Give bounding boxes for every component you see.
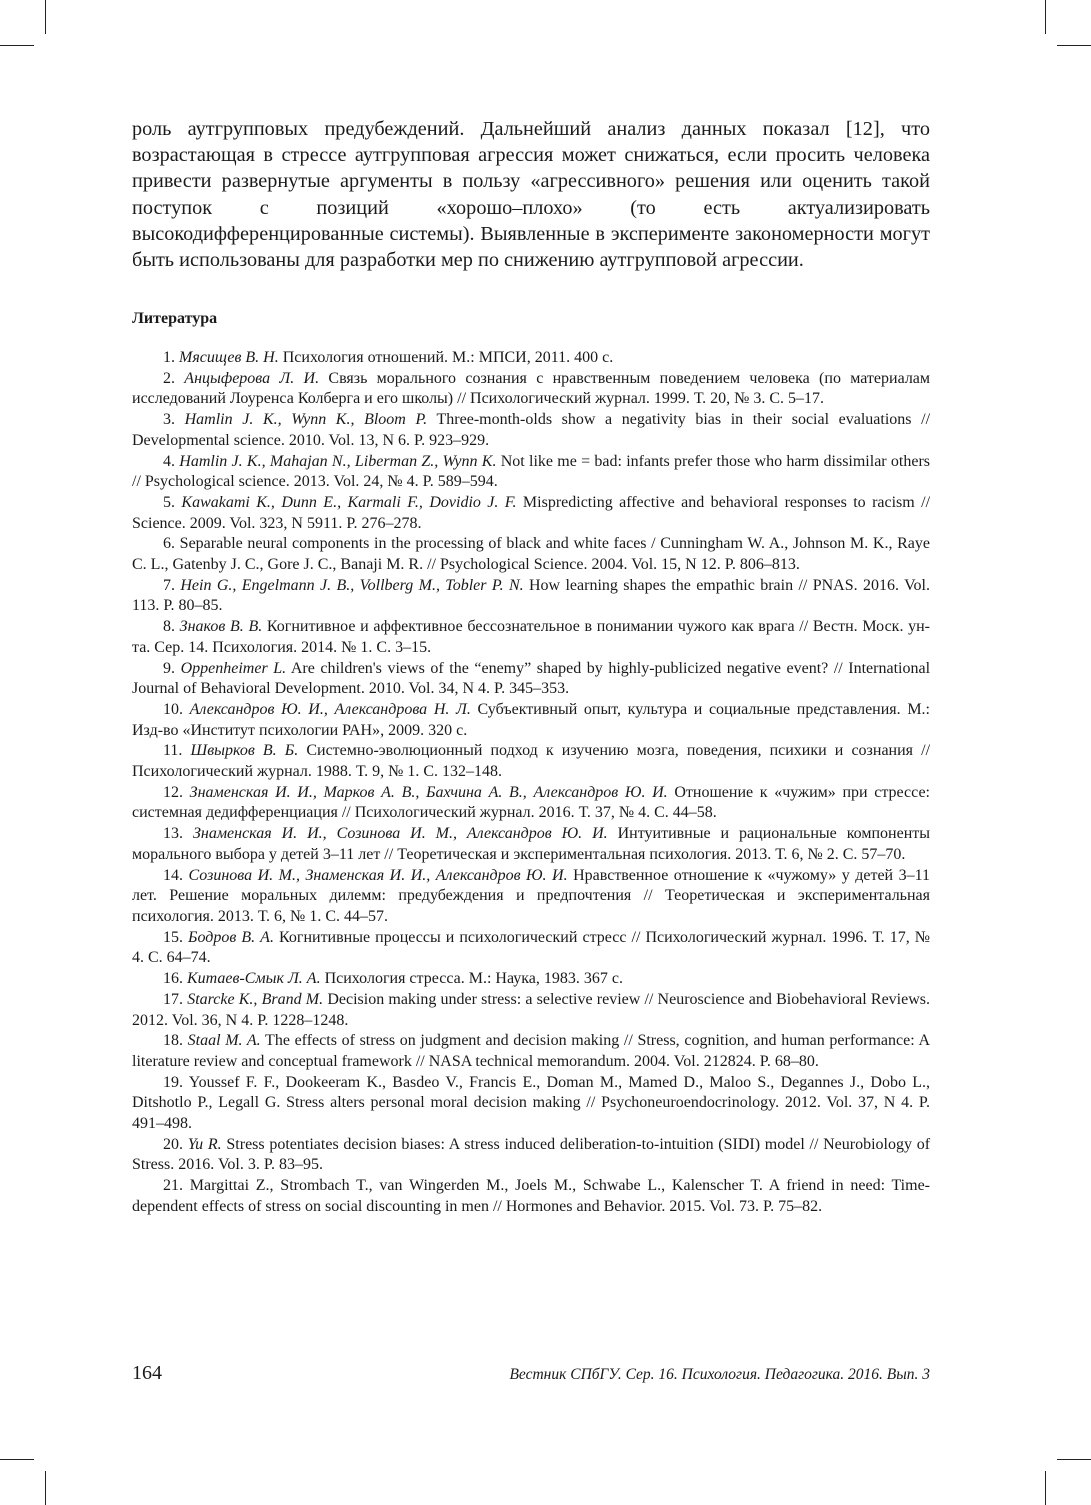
reference-number: 7. bbox=[163, 576, 175, 594]
running-footer: Вестник СПбГУ. Сер. 16. Психология. Педагогика. 2016. Вып. 3 bbox=[509, 1366, 930, 1383]
reference-number: 4. bbox=[163, 452, 175, 470]
reference-authors: Знаменская И. И., Марков А. В., Бахчина А. В., Александров Ю. И. bbox=[189, 783, 668, 801]
reference-authors: Мясищев В. Н. bbox=[179, 349, 279, 366]
reference-number: 18. bbox=[163, 1032, 183, 1050]
reference-number: 13. bbox=[163, 825, 183, 843]
reference-authors: Александров Ю. И., Александрова Н. Л. bbox=[189, 700, 471, 718]
reference-authors: Знаков В. В. bbox=[179, 618, 263, 636]
reference-authors: Hamlin J. K., Mahajan N., Liberman Z., Wynn K. bbox=[179, 452, 497, 470]
reference-authors: Китаев-Смык Л. А. bbox=[187, 970, 321, 988]
reference-text: Not like me = bad: infants prefer those who harm dissimilar others // Psychological science. 2013. Vol. 24, № 4. P. 589–594. bbox=[132, 452, 931, 491]
reference-authors: Oppenheimer L. bbox=[180, 659, 287, 677]
body-paragraph: роль аутгрупповых предубеждений. Дальнейший анализ данных показал [12], что возрастающая в стрессе аутгрупповая агрессия может снижаться, если просить человека привести развернутые аргументы в пользу «агрессивного» решения или оценить такой поступок с позиций «хорошо–плохо» (то есть актуализировать высокодифференцированные системы). Выявленные в эксперименте закономерности могут быть использованы для разработки мер по снижению аутгрупповой агрессии. bbox=[132, 118, 930, 272]
reference-text: Когнитивные процессы и психологический стресс // Психологический журнал. 1996. Т. 17, № 4. С. 64–74. bbox=[132, 928, 931, 967]
reference-item bbox=[132, 576, 930, 617]
crop-mark bbox=[45, 1471, 46, 1505]
crop-mark bbox=[1045, 1471, 1046, 1505]
reference-authors: Staal M. A. bbox=[187, 1032, 261, 1050]
reference-number: 20. bbox=[163, 1135, 183, 1153]
reference-text: Mispredicting affective and behavioral responses to racism // Science. 2009. Vol. 323, N 5911. P. 276–278. bbox=[132, 493, 931, 532]
reference-authors: Yu R. bbox=[187, 1135, 222, 1153]
reference-text: Three-month-olds show a negativity bias in their social evaluations // Developmental science. 2010. Vol. 13, N 6. P. 923–929. bbox=[132, 411, 931, 449]
reference-number: 19. bbox=[163, 1073, 183, 1091]
reference-item bbox=[132, 534, 930, 575]
crop-mark bbox=[1057, 45, 1091, 46]
crop-mark bbox=[0, 45, 34, 46]
reference-number: 14. bbox=[163, 866, 183, 884]
reference-item bbox=[132, 1135, 930, 1176]
reference-authors: Созинова И. М., Знаменская И. И., Александров Ю. И. bbox=[188, 866, 568, 884]
reference-text: Интуитивные и рациональные компоненты морального выбора у детей 3–11 лет // Теоретическая и экспериментальная психология. 2013. Т. 6, № 2. С. 57–70. bbox=[132, 825, 931, 863]
reference-text: Субъективный опыт, культура и социальные представления. М.: Изд-во «Институт психологии РАН», 2009. 320 с. bbox=[132, 700, 930, 739]
reference-number: 8. bbox=[163, 618, 175, 636]
reference-number: 21. bbox=[163, 1177, 183, 1195]
reference-text: Are children's views of the “enemy” shaped by highly-publicized negative event? // International Journal of Behavioral Development. 2010. Vol. 34, N 4. P. 345–353. bbox=[132, 659, 931, 698]
reference-item bbox=[132, 1176, 930, 1217]
reference-number: 6. bbox=[163, 535, 175, 553]
reference-text: Психология отношений. М.: МПСИ, 2011. 400 с. bbox=[282, 349, 614, 366]
reference-authors: Hein G., Engelmann J. B., Vollberg M., Tobler P. N. bbox=[180, 576, 524, 594]
reference-number: 3. bbox=[163, 411, 175, 429]
reference-item bbox=[132, 928, 930, 969]
reference-number: 11. bbox=[163, 742, 183, 760]
reference-number: 17. bbox=[163, 990, 183, 1008]
reference-number: 5. bbox=[163, 493, 175, 511]
reference-text: Decision making under stress: a selective review // Neuroscience and Biobehavioral Reviews. 2012. Vol. 36, N 4. P. 1228–1248. bbox=[132, 990, 931, 1029]
reference-number: 15. bbox=[163, 928, 183, 946]
reference-item bbox=[132, 700, 930, 741]
reference-authors: Hamlin J. K., Wynn K., Bloom P. bbox=[184, 411, 428, 429]
reference-authors: Анцыферова Л. И. bbox=[184, 369, 320, 387]
reference-text: Отношение к «чужим» при стрессе: системная дедифференциация // Психологический журнал. 2016. Т. 37, № 4. С. 44–58. bbox=[132, 783, 930, 822]
reference-text: Системно-эволюционный подход к изучению мозга, поведения, психики и сознания // Психологический журнал. 1988. Т. 9, № 1. С. 132–148. bbox=[132, 742, 931, 781]
crop-mark bbox=[1057, 1459, 1091, 1460]
reference-item bbox=[132, 824, 930, 865]
reference-number: 9. bbox=[163, 659, 175, 677]
reference-authors: Kawakami K., Dunn E., Karmali F., Dovidio J. F. bbox=[181, 493, 517, 511]
reference-item bbox=[132, 659, 930, 700]
reference-item bbox=[132, 741, 930, 782]
page-number: 164 bbox=[132, 1362, 162, 1384]
reference-authors: Starcke K., Brand M. bbox=[187, 990, 324, 1008]
crop-mark bbox=[45, 0, 46, 34]
reference-item bbox=[132, 617, 930, 658]
reference-number: 16. bbox=[163, 970, 183, 988]
reference-number: 10. bbox=[163, 700, 183, 718]
reference-item bbox=[132, 493, 930, 534]
reference-item bbox=[132, 866, 930, 928]
reference-item bbox=[132, 1031, 930, 1072]
reference-text: Связь морального сознания с нравственным поведением человека (по материалам исследований Лоуренса Колберга и его школы) // Психологический журнал. 1999. Т. 20, № 3. С. 5–17. bbox=[132, 369, 931, 408]
reference-item bbox=[132, 783, 930, 824]
reference-authors: Бодров В. А. bbox=[188, 928, 274, 946]
reference-text: Психология стресса. М.: Наука, 1983. 367 с. bbox=[324, 970, 623, 988]
reference-number: 1. bbox=[163, 349, 175, 366]
reference-number: 2. bbox=[163, 369, 175, 387]
crop-mark bbox=[0, 1459, 34, 1460]
references-list bbox=[132, 348, 930, 1218]
references-heading: Литература bbox=[132, 310, 218, 327]
reference-text: Margittai Z., Strombach T., van Wingerden M., Joels M., Schwabe L., Kalenscher T. A friend in need: Time-dependent effects of stress on social discounting in men // Hormones and Behavior. 2015. Vol. 73. P. 75–82. bbox=[132, 1177, 931, 1215]
reference-item bbox=[132, 348, 930, 369]
reference-item bbox=[132, 1073, 930, 1135]
reference-number: 12. bbox=[163, 783, 183, 801]
reference-text: The effects of stress on judgment and decision making // Stress, cognition, and human performance: A literature review and conceptual framework // NASA technical memorandum. 2004. Vol. 212824. P. 68–80. bbox=[132, 1032, 930, 1070]
reference-item bbox=[132, 990, 930, 1031]
crop-mark bbox=[1045, 0, 1046, 34]
reference-item bbox=[132, 410, 930, 451]
reference-text: Когнитивное и аффективное бессознательное в понимании чужого как врага // Вестн. Моск. ун-та. Сер. 14. Психология. 2014. № 1. С. 3–15. bbox=[132, 618, 931, 656]
reference-text: How learning shapes the empathic brain // PNAS. 2016. Vol. 113. P. 80–85. bbox=[132, 576, 930, 615]
reference-text: Separable neural components in the processing of black and white faces / Cunningham W. A., Johnson M. K., Raye C. L., Gatenby J. C., Gore J. C., Banaji M. R. // Psychological Science. 2004. Vol. 15, N 12. P. 806–813. bbox=[132, 535, 931, 574]
reference-item bbox=[132, 969, 930, 990]
reference-item bbox=[132, 369, 930, 410]
reference-text: Stress potentiates decision biases: A stress induced deliberation-to-intuition (SIDI) model // Neurobiology of Stress. 2016. Vol. 3. P. 83–95. bbox=[132, 1135, 931, 1174]
reference-item bbox=[132, 452, 930, 493]
reference-authors: Швырков В. Б. bbox=[190, 742, 299, 760]
reference-authors: Знаменская И. И., Созинова И. М., Александров Ю. И. bbox=[192, 825, 608, 843]
reference-text: Youssef F. F., Dookeeram K., Basdeo V., Francis E., Doman M., Mamed D., Maloo S., Degannes J., Dobo L., Ditshotlo P., Legall G. Stress alters personal moral decision making // Psychoneuroendocrinology. 2012. Vol. 37, N 4. P. 491–498. bbox=[132, 1073, 931, 1133]
reference-text: Нравственное отношение к «чужому» у детей 3–11 лет. Решение моральных дилемм: предубеждения и предпочтения // Теоретическая и экспериментальная психология. 2013. Т. 6, № 1. С. 44–57. bbox=[132, 866, 931, 925]
